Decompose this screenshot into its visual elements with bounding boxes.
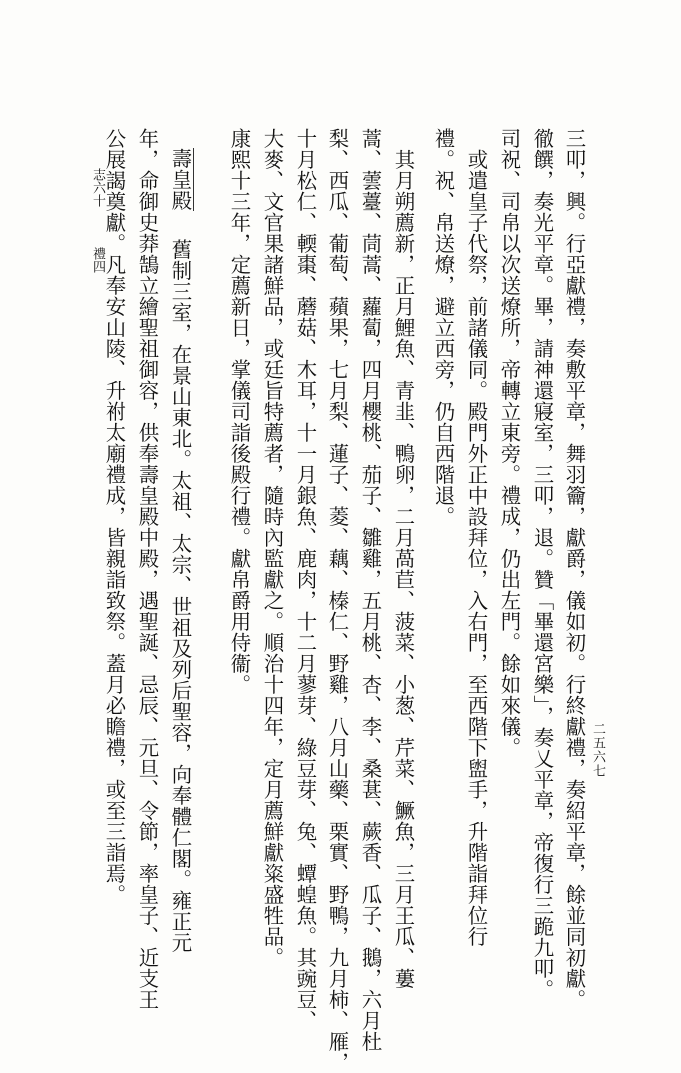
text-column-1: 三叩，興。行亞獻禮，奏敷平章，舞羽籥，獻爵，儀如初。行終獻禮，奏紹平章，餘並同初獻。 <box>562 128 587 1010</box>
text-column-8: 梨、西瓜、葡萄、蘋果，七月梨、蓮子、菱、藕、榛仁、野雞，八月山藥、栗實、野鴨，九月柿、雁， <box>325 128 350 1073</box>
section-2-text-1: 舊制三室，在景山東北。太祖、太宗、世祖及列后聖容，向奉體仁閣。雍正元 <box>168 239 193 953</box>
section-2-column-3: 公展謁奠獻。凡奉安山陵、升祔太廟禮成，皆親詣致祭。蓋月必瞻禮，或至三詣焉。 <box>102 128 127 905</box>
text-column-2: 徹饌，奏光平章。畢，請神還寢室，三叩，退。贊「畢還宮樂」，奏乂平章，帝復行三跪九叩。 <box>530 128 555 1000</box>
page-number: 二五六七 <box>590 722 605 778</box>
section-2-column-2: 年，命御史莽鵠立繪聖祖御容，供奉壽皇殿中殿，遇聖誕、忌辰、元旦、令節，率皇子、近支王 <box>135 128 160 1010</box>
text-column-6: 其月朔薦新，正月鯉魚、青韭、鴨卵，二月萵苣、菠菜、小葱、芹菜、鱖魚，三月王瓜、蔞 <box>391 128 416 989</box>
section-label: 禮四 <box>90 247 105 273</box>
text-column-11: 康熙十三年，定薦新日，掌儀司詣後殿行禮。獻帛爵用侍衞。 <box>227 128 252 695</box>
text-column-5: 禮。祝、帛送燎，避立西旁，仍自西階退。 <box>431 128 456 527</box>
text-column-3: 司祝、司帛以次送燎所，帝轉立東旁。禮成，仍出左門。餘如來儀。 <box>497 128 522 758</box>
text-column-4: 或遣皇子代祭，前諸儀同。殿門外正中設拜位，入右門，至西階下盥手，升階詣拜位行 <box>464 128 489 947</box>
section-title: 壽皇殿 <box>168 148 193 211</box>
text-column-9: 十月松仁、輭棗、蘑菇、木耳，十一月銀魚、鹿肉，十二月蓼芽、綠豆芽、兔、蟫蝗魚。其豌豆、 <box>293 128 318 1031</box>
text-column-7: 蒿、蕓薹、茼蒿、蘿蔔，四月櫻桃、茄子、雛雞，五月桃、杏、李、桑葚、蕨香、瓜子、鵝，六月杜 <box>358 128 383 1052</box>
text-column-10: 大麥、文官果諸鮮品，或廷旨特薦者，隨時內監獻之。順治十四年，定月薦鮮獻粢盛牲品。 <box>260 128 285 968</box>
chapter-label: 志六十 <box>90 168 105 207</box>
section-2-column-1 <box>168 148 193 1008</box>
